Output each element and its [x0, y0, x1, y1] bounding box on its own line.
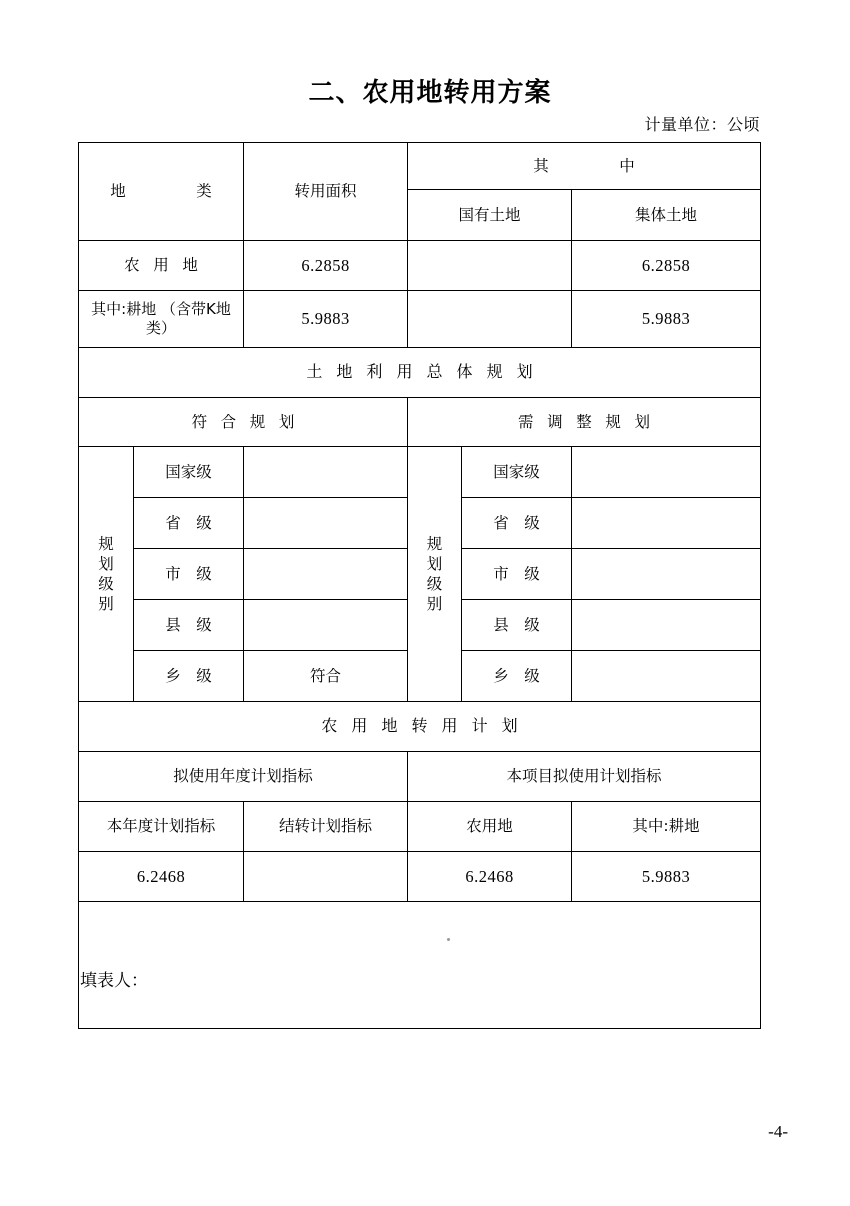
- label-adjust-plan-level-char-3: 级: [426, 575, 443, 593]
- label-adjust-plan-level: [408, 447, 462, 702]
- agricultural-land-conversion-table: [78, 142, 761, 1029]
- cell-project-agricultural-land: 6.2468: [408, 852, 572, 902]
- adjust-level-value-national: [572, 447, 761, 498]
- adjust-level-value-county: [572, 600, 761, 651]
- adjust-level-value-township: [572, 651, 761, 702]
- table-header-row-1: [79, 143, 761, 190]
- plan-level-row-national: [79, 447, 761, 498]
- conform-level-name-municipal: 市 级: [134, 549, 244, 600]
- label-conform-plan-level: [79, 447, 134, 702]
- header-project-cultivated-land: 其中:耕地: [572, 802, 761, 852]
- conform-level-value-municipal: [244, 549, 408, 600]
- adjust-level-name-national: 国家级: [462, 447, 572, 498]
- header-collective-land: 集体土地: [572, 190, 761, 241]
- section-overall-plan-title-row: [79, 348, 761, 398]
- conform-level-name-township: 乡 级: [134, 651, 244, 702]
- label-adjust-plan-level-char-2: 划: [426, 554, 443, 573]
- row-label-cultivated-land-line2: （含带K地类）: [145, 299, 231, 337]
- conform-level-value-township: 符合: [244, 651, 408, 702]
- header-project-quota-group: 本项目拟使用计划指标: [408, 752, 761, 802]
- cell-agricultural-land-state-owned: [408, 241, 572, 291]
- measurement-unit-note: 计量单位：公顷: [644, 115, 760, 134]
- cell-remark: [79, 902, 761, 1029]
- section-title-overall-plan: 土 地 利 用 总 体 规 划: [79, 348, 761, 398]
- conform-level-name-provincial: 省 级: [134, 498, 244, 549]
- conform-level-value-county: [244, 600, 408, 651]
- adjust-level-value-provincial: [572, 498, 761, 549]
- plan-category-header-row: [79, 398, 761, 447]
- conversion-plan-value-row: [79, 852, 761, 902]
- cell-agricultural-land-collective: 6.2858: [572, 241, 761, 291]
- cell-cultivated-land-state-owned: [408, 291, 572, 348]
- cell-carryover-quota: [244, 852, 408, 902]
- row-label-cultivated-land: [79, 291, 244, 348]
- section-title-conversion-plan: 农 用 地 转 用 计 划: [79, 702, 761, 752]
- header-adjust-plan: 需 调 整 规 划: [408, 398, 761, 447]
- header-among-which: 其 中: [408, 143, 761, 190]
- header-converted-area: 转用面积: [244, 143, 408, 241]
- cell-current-year-quota: 6.2468: [79, 852, 244, 902]
- adjust-level-name-provincial: 省 级: [462, 498, 572, 549]
- header-carryover-quota: 结转计划指标: [244, 802, 408, 852]
- adjust-level-name-county: 县 级: [462, 600, 572, 651]
- remark-row: [79, 902, 761, 1029]
- label-conform-plan-level-char-2: 划: [98, 554, 114, 573]
- header-state-owned-land: 国有土地: [408, 190, 572, 241]
- conform-level-value-national: [244, 447, 408, 498]
- conversion-plan-column-header-row: [79, 802, 761, 852]
- label-adjust-plan-level-char-1: 规: [426, 534, 443, 553]
- cell-project-cultivated-land: 5.9883: [572, 852, 761, 902]
- label-conform-plan-level-char-1: 规: [98, 534, 114, 553]
- header-current-year-quota: 本年度计划指标: [79, 802, 244, 852]
- header-land-type: 地 类: [79, 143, 244, 241]
- label-conform-plan-level-char-4: 别: [98, 595, 114, 614]
- cell-cultivated-land-collective: 5.9883: [572, 291, 761, 348]
- table-row: [79, 291, 761, 348]
- cell-agricultural-land-converted-area: 6.2858: [244, 241, 408, 291]
- section-conversion-plan-title-row: [79, 702, 761, 752]
- preparer-label: 填表人：: [80, 971, 148, 991]
- label-adjust-plan-level-char-4: 别: [426, 595, 443, 614]
- scan-artifact-speck: [447, 938, 450, 941]
- label-conform-plan-level-char-3: 级: [98, 575, 114, 593]
- header-conform-plan: 符 合 规 划: [79, 398, 408, 447]
- row-label-cultivated-land-line1: 其中:耕地: [91, 299, 157, 318]
- adjust-level-name-municipal: 市 级: [462, 549, 572, 600]
- conform-level-value-provincial: [244, 498, 408, 549]
- cell-cultivated-land-converted-area: 5.9883: [244, 291, 408, 348]
- page-number: -4-: [768, 1122, 788, 1141]
- page-title: 二、农用地转用方案: [308, 78, 552, 108]
- header-annual-quota-group: 拟使用年度计划指标: [79, 752, 408, 802]
- conversion-plan-group-header-row: [79, 752, 761, 802]
- adjust-level-name-township: 乡 级: [462, 651, 572, 702]
- header-project-agricultural-land: 农用地: [408, 802, 572, 852]
- table-row: [79, 241, 761, 291]
- conform-level-name-county: 县 级: [134, 600, 244, 651]
- adjust-level-value-municipal: [572, 549, 761, 600]
- conform-level-name-national: 国家级: [134, 447, 244, 498]
- row-label-agricultural-land: 农 用 地: [79, 241, 244, 291]
